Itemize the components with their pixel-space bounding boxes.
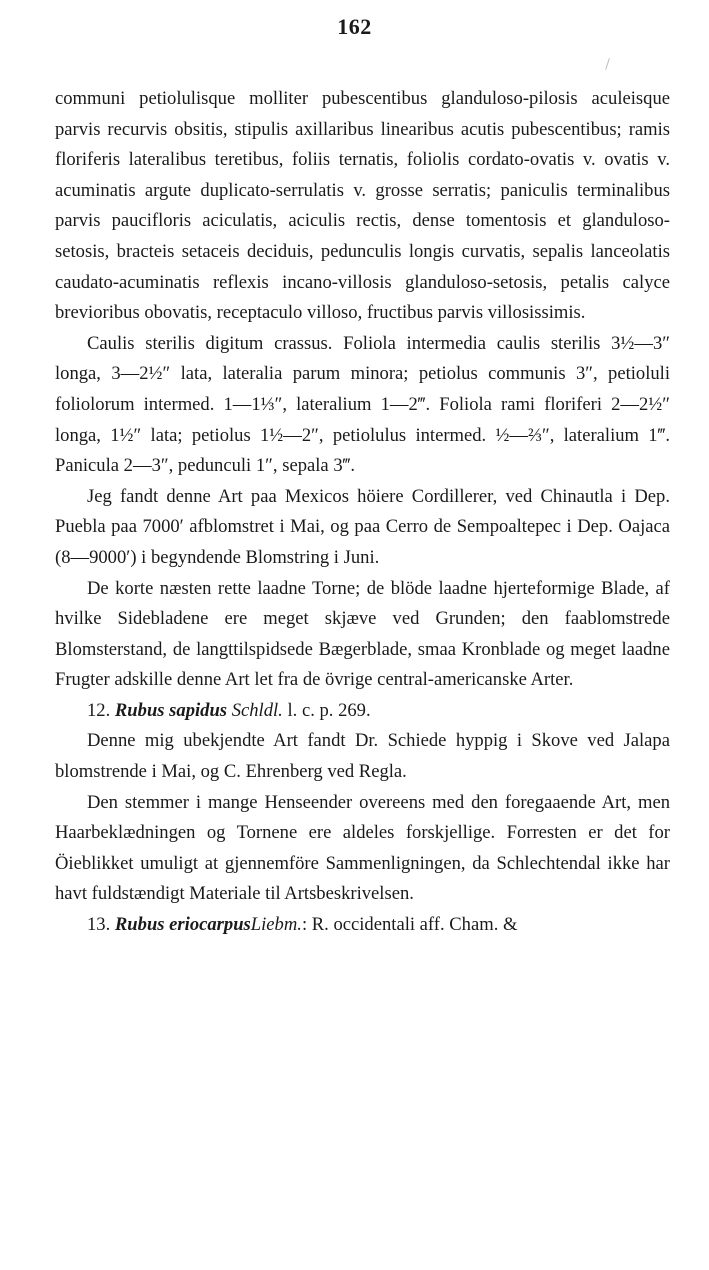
- species-number: 13.: [87, 914, 111, 936]
- species-name: Rubus sapidus: [114, 699, 228, 721]
- stray-pencil-mark: [605, 58, 610, 70]
- locality-paragraph: Jeg fandt denne Art paa Mexicos höiere Cordillerer, ved Chinautla i Dep. Puebla paa 7000′ afblomstret i Mai, og paa Cerro de Sempoaltepec i Dep. Oajaca (8—9000′) i begyndende Blomstring i Juni.: [55, 485, 670, 568]
- latin-description-paragraph: communi petiolulisque molliter pubescentibus glanduloso-pilosis aculeisque parvis recurvis obsitis, stipulis axillaribus linearibus acutis pubescentibus; ramis floriferis lateralibus teretibus, foliis ternatis, foliolis cordato-ovatis v. ovatis v. acuminatis argute duplicato-serrulatis v. grosse serratis; paniculis terminalibus parvis paucifloris aciculatis, aciculis rectis, dense tomentosis et glanduloso-setosis, bracteis setaceis deciduis, pedunculis longis curvatis, sepalis lanceolatis caudato-acuminatis reflexis incano-villosis glanduloso-setosis, petalis calyce brevioribus obovatis, receptaculo villoso, fructibus parvis villosissimis.: [55, 88, 670, 324]
- species-reference: R. occidentali aff. Cham. &: [311, 914, 518, 936]
- species-number: 12.: [87, 699, 111, 721]
- species-author: Schldl.: [231, 699, 283, 721]
- body-text: [55, 84, 670, 941]
- species-heading-rubus-eriocarpus: 13. Rubus eriocarpusLiebm.: R. occidentali aff. Cham. &: [87, 914, 518, 936]
- page-number: 162: [337, 14, 372, 39]
- species-name: Rubus eriocarpus: [114, 914, 251, 936]
- remarks-paragraph: De korte næsten rette laadne Torne; de blöde laadne hjerteformige Blade, af hvilke Sidebladene ere meget skjæve ved Grunden; den faablomstrede Blomsterstand, de langttilspidsede Bægerblade, smaa Kronblade og meget laadne Frugter adskille denne Art let fra de övrige central-americanske Arter.: [55, 577, 670, 691]
- species-author: Liebm.: [250, 914, 302, 936]
- sapidus-find-paragraph: Denne mig ubekjendte Art fandt Dr. Schiede hyppig i Skove ved Jalapa blomstrende i Mai, og C. Ehrenberg ved Regla.: [55, 730, 670, 783]
- sapidus-remarks-paragraph: Den stemmer i mange Henseender overeens med den foregaaende Art, men Haarbeklædningen og Tornene ere aldeles forskjellige. Forresten er det for Öieblikket umuligt at gjennemföre Sammenligningen, da Schlechtendal ikke har havt fuldstændigt Materiale til Artsbeskrivelsen.: [55, 791, 670, 905]
- measurements-paragraph: Caulis sterilis digitum crassus. Foliola intermedia caulis sterilis 3½—3″ longa, 3—2½″ lata, lateralia parum minora; petiolus communis 3″, petioluli foliolorum intermed. 1—1⅓″, lateralium 1—2‴. Foliola rami floriferi 2—2½″ longa, 1½″ lata; petiolus 1½—2″, petiolulus intermed. ½—⅔″, lateralium 1‴. Panicula 2—3″, pedunculi 1″, sepala 3‴.: [55, 332, 670, 477]
- species-reference: l. c. p. 269.: [287, 699, 371, 721]
- species-heading-rubus-sapidus: [55, 696, 670, 727]
